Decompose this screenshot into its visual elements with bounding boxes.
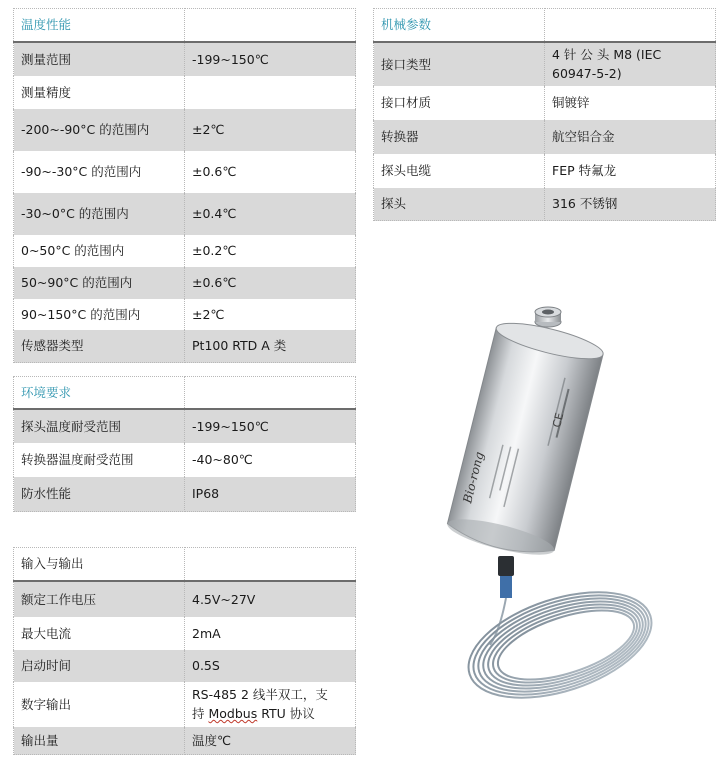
temperature-title: 温度性能 (14, 9, 185, 42)
row-label: 90~150°C 的范围内 (14, 299, 185, 330)
row-value: 铜镀锌 (545, 86, 716, 120)
row-value: ±2℃ (185, 109, 356, 151)
table-row (14, 151, 356, 193)
row-value (545, 42, 716, 86)
temperature-header-row (14, 9, 356, 42)
row-label: 接口类型 (374, 42, 545, 86)
row-value: FEP 特氟龙 (545, 154, 716, 188)
row-value: 0.5S (185, 650, 356, 682)
brand-logo: Bio-rong (460, 450, 487, 505)
table-row (14, 235, 356, 267)
table-row (14, 267, 356, 299)
row-value (185, 76, 356, 109)
temperature-table (13, 8, 356, 363)
table-row (14, 477, 356, 512)
table-row (14, 727, 356, 755)
row-label: 探头温度耐受范围 (14, 409, 185, 443)
digital-output-line2: 持 Modbus RTU 协议 (192, 706, 315, 721)
table-row (14, 109, 356, 151)
row-label: 额定工作电压 (14, 581, 185, 617)
sensor-product-image (430, 300, 690, 720)
table-row (14, 409, 356, 443)
io-table (13, 547, 356, 755)
modbus-text: Modbus (208, 706, 258, 721)
row-label: 0~50°C 的范围内 (14, 235, 185, 267)
mechanical-header-row (374, 9, 716, 42)
row-label: -90~-30°C 的范围内 (14, 151, 185, 193)
mechanical-table (373, 8, 716, 221)
svg-text:CE: CE (550, 411, 567, 429)
row-label: 数字输出 (14, 682, 185, 727)
row-label: -200~-90°C 的范围内 (14, 109, 185, 151)
table-row (14, 650, 356, 682)
row-value (185, 682, 356, 727)
table-row (374, 86, 716, 120)
row-label: 转换器 (374, 120, 545, 154)
table-row (14, 76, 356, 109)
table-row (14, 581, 356, 617)
coiled-cable (455, 572, 664, 718)
row-value: -199~150℃ (185, 42, 356, 76)
row-label: 探头电缆 (374, 154, 545, 188)
table-row (374, 154, 716, 188)
table-row (14, 299, 356, 330)
table-row (14, 443, 356, 477)
row-value: ±0.6℃ (185, 151, 356, 193)
row-value: -40~80℃ (185, 443, 356, 477)
interface-type-line1: 4 针 公 头 M8 (IEC (552, 47, 662, 62)
row-label: 最大电流 (14, 617, 185, 650)
table-row (14, 193, 356, 235)
row-label: 测量范围 (14, 42, 185, 76)
table-row (14, 682, 356, 727)
row-label: 接口材质 (374, 86, 545, 120)
converter-body (445, 316, 606, 562)
cable-gland (498, 556, 514, 598)
row-value: ±0.2℃ (185, 235, 356, 267)
io-title: 输入与输出 (14, 548, 185, 581)
table-row (374, 120, 716, 154)
environment-table (13, 376, 356, 512)
row-value: IP68 (185, 477, 356, 512)
row-label: 输出量 (14, 727, 185, 755)
table-row (14, 42, 356, 76)
row-label: 传感器类型 (14, 330, 185, 363)
row-value: 4.5V~27V (185, 581, 356, 617)
environment-header-row (14, 377, 356, 409)
row-label: 测量精度 (14, 76, 185, 109)
row-label: 转换器温度耐受范围 (14, 443, 185, 477)
table-row (14, 330, 356, 363)
row-label: 50~90°C 的范围内 (14, 267, 185, 299)
row-value: 2mA (185, 617, 356, 650)
mechanical-title: 机械参数 (374, 9, 545, 42)
row-value: 航空铝合金 (545, 120, 716, 154)
m8-connector (535, 307, 561, 327)
row-value: 温度℃ (185, 727, 356, 755)
row-value: 316 不锈钢 (545, 188, 716, 221)
row-value: Pt100 RTD A 类 (185, 330, 356, 363)
row-value: ±0.4℃ (185, 193, 356, 235)
table-row (374, 42, 716, 86)
row-label: 防水性能 (14, 477, 185, 512)
row-value: ±2℃ (185, 299, 356, 330)
row-value: ±0.6℃ (185, 267, 356, 299)
interface-type-line2: 60947-5-2) (552, 66, 622, 81)
digital-output-line1: RS-485 2 线半双工，支 (192, 687, 328, 702)
table-row (14, 617, 356, 650)
io-header-row (14, 548, 356, 581)
table-row (374, 188, 716, 221)
environment-title: 环境要求 (14, 377, 185, 409)
row-label: 启动时间 (14, 650, 185, 682)
row-value: -199~150℃ (185, 409, 356, 443)
row-label: -30~0°C 的范围内 (14, 193, 185, 235)
row-label: 探头 (374, 188, 545, 221)
